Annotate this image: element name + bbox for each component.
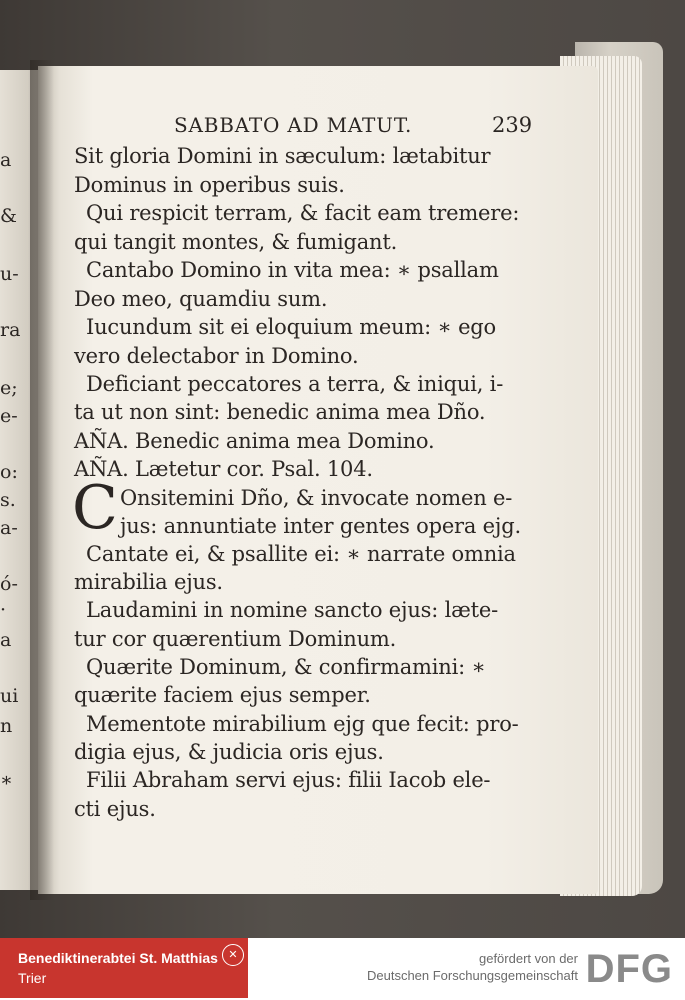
text-line: Laudamini in nomine sancto ejus: læte- bbox=[86, 598, 498, 622]
drop-cap: C bbox=[72, 473, 118, 543]
text-line: mirabilia ejus. bbox=[74, 570, 223, 594]
abbey-seal-icon: ✕ bbox=[222, 944, 244, 966]
left-fragment: · bbox=[0, 599, 7, 621]
left-fragment: a- bbox=[0, 517, 18, 539]
left-fragment: a bbox=[0, 629, 12, 651]
book-gutter bbox=[30, 60, 54, 900]
left-fragment: e- bbox=[0, 405, 18, 427]
text-line: cti ejus. bbox=[74, 797, 156, 821]
text-line: Qui respicit terram, & facit eam tremere: bbox=[86, 201, 520, 225]
text-line: vero delectabor in Domino. bbox=[74, 344, 359, 368]
left-fragment: ra bbox=[0, 319, 21, 341]
text-line: Onsitemini Dño, & invocate nomen e- bbox=[120, 486, 513, 510]
text-line: quærite faciem ejus semper. bbox=[74, 683, 371, 707]
left-fragment: a bbox=[0, 149, 12, 171]
left-fragment: ui bbox=[0, 685, 19, 707]
left-fragment: & bbox=[0, 205, 17, 227]
text-line: qui tangit montes, & fumigant. bbox=[74, 230, 398, 254]
left-fragment: n bbox=[0, 715, 13, 737]
institution-city: Trier bbox=[18, 970, 47, 986]
text-line: Deficiant peccatores a terra, & iniqui, i- bbox=[86, 372, 504, 396]
text-line: Sit gloria Domini in sæculum: lætabitur bbox=[74, 144, 491, 168]
left-page-text bbox=[0, 0, 30, 938]
page-number: 239 bbox=[492, 113, 533, 137]
left-fragment: ó- bbox=[0, 573, 18, 595]
text-line: Filii Abraham servi ejus: filii Iacob ele- bbox=[86, 768, 491, 792]
text-line: Deo meo, quamdiu sum. bbox=[74, 287, 328, 311]
text-line: digia ejus, & judicia oris ejus. bbox=[74, 740, 384, 764]
dfg-logo[interactable]: DFG bbox=[585, 947, 673, 991]
text-line: Quærite Dominum, & confirmamini: ∗ bbox=[86, 655, 486, 679]
antiphon-line: AÑA. Lætetur cor. Psal. 104. bbox=[74, 457, 373, 481]
footer-bar bbox=[0, 938, 685, 1000]
left-fragment: e; bbox=[0, 377, 18, 399]
left-fragment: u- bbox=[0, 263, 19, 285]
antiphon-line: AÑA. Benedic anima mea Domino. bbox=[74, 429, 435, 453]
text-line: Cantabo Domino in vita mea: ∗ psallam bbox=[86, 258, 499, 282]
institution-badge[interactable] bbox=[0, 938, 248, 998]
institution-name: Benediktinerabtei St. Matthias bbox=[18, 950, 218, 966]
funding-note: gefördert von der bbox=[478, 951, 578, 966]
running-head: SABBATO AD MATUT. bbox=[174, 113, 413, 137]
text-line: Mementote mirabilium ejg que fecit: pro- bbox=[86, 712, 519, 736]
text-line: Iucundum sit ei eloquium meum: ∗ ego bbox=[86, 315, 496, 339]
left-fragment: s. bbox=[0, 489, 16, 511]
text-line: ta ut non sint: benedic anima mea Dño. bbox=[74, 400, 486, 424]
funder-name: Deutschen Forschungsgemeinschaft bbox=[366, 968, 578, 983]
left-fragment: ∗ bbox=[0, 769, 13, 791]
text-line: tur cor quærentium Dominum. bbox=[74, 627, 397, 651]
text-line: Dominus in operibus suis. bbox=[74, 173, 345, 197]
left-fragment: o: bbox=[0, 461, 18, 483]
text-line: Cantate ei, & psallite ei: ∗ narrate omnia bbox=[86, 542, 516, 566]
text-line: jus: annuntiate inter gentes opera ejg. bbox=[120, 514, 521, 538]
